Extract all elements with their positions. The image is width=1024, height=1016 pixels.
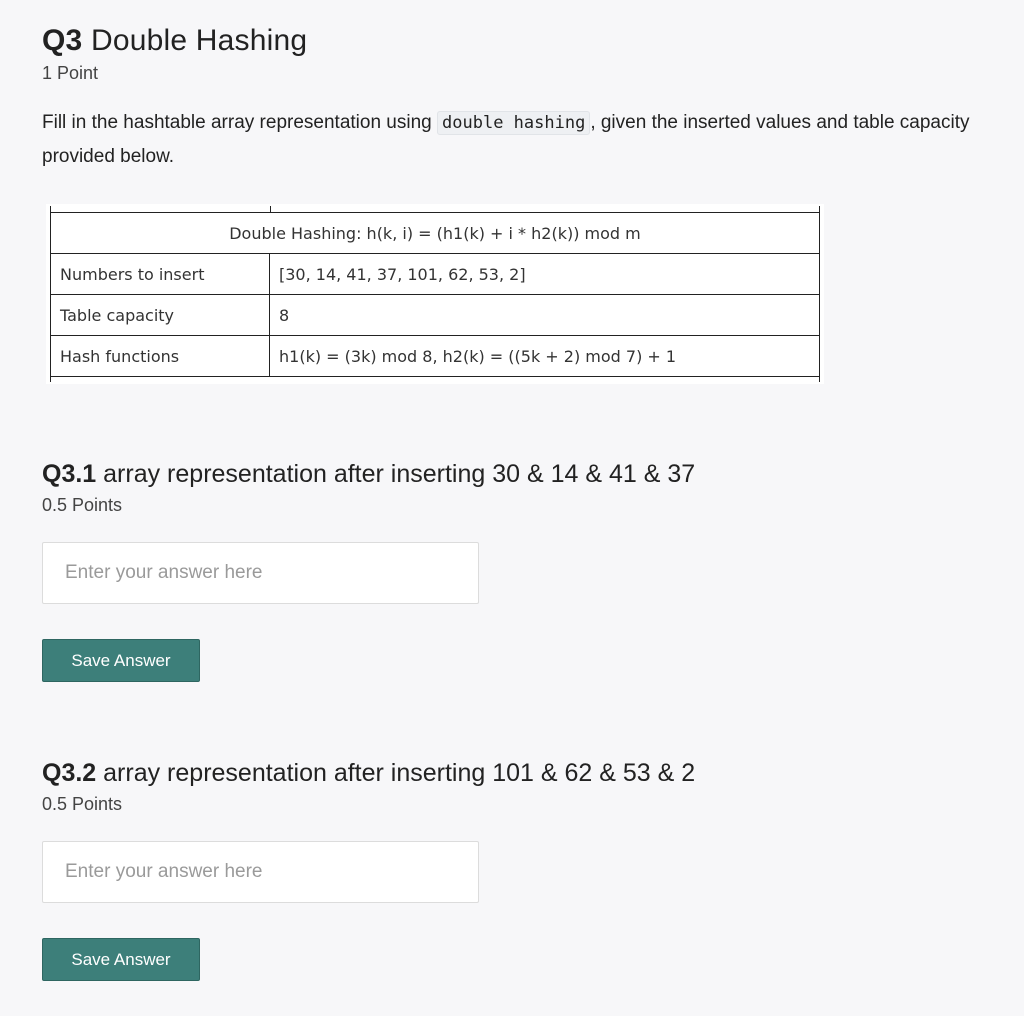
question-prompt <box>42 106 992 173</box>
table-header-row <box>51 213 820 254</box>
part-1-title <box>42 460 695 489</box>
part-2-points: 0.5 Points <box>42 794 123 814</box>
row-label-capacity: Table capacity <box>51 295 270 336</box>
part-2-title <box>42 759 695 788</box>
part-1-points: 0.5 Points <box>42 495 123 515</box>
table-header: Double Hashing: h(k, i) = (h1(k) + i * h2(k)) mod m <box>51 213 820 254</box>
row-value-numbers: [30, 14, 41, 37, 101, 62, 53, 2] <box>270 254 820 295</box>
question-points: 1 Point <box>42 63 99 83</box>
row-value-capacity: 8 <box>270 295 820 336</box>
question-title-text: Double Hashing <box>90 24 308 57</box>
row-label-numbers: Numbers to insert <box>51 254 270 295</box>
part-1-answer-input[interactable] <box>42 542 479 604</box>
prompt-text-after: , given the inserted values and table capacity provided below. <box>42 112 970 167</box>
table-row <box>51 295 820 336</box>
question-title <box>42 24 307 58</box>
prompt-code: double hashing <box>437 111 590 135</box>
table-row <box>51 336 820 377</box>
hash-table-image <box>46 204 824 384</box>
part-1-save-button[interactable]: Save Answer <box>42 639 200 682</box>
row-value-hash-functions: h1(k) = (3k) mod 8, h2(k) = ((5k + 2) mod 7) + 1 <box>270 336 820 377</box>
question-number: Q3 <box>42 24 83 57</box>
part-1-number: Q3.1 <box>42 460 97 488</box>
part-2-number: Q3.2 <box>42 759 97 787</box>
part-2-save-button[interactable]: Save Answer <box>42 938 200 981</box>
hash-table <box>50 212 820 377</box>
part-2-answer-input[interactable] <box>42 841 479 903</box>
prompt-text-before: Fill in the hashtable array representation using <box>42 112 438 133</box>
row-label-hash-functions: Hash functions <box>51 336 270 377</box>
part-1-title-text: array representation after inserting 30 & 14 & 41 & 37 <box>103 460 696 488</box>
part-2-title-text: array representation after inserting 101 & 62 & 53 & 2 <box>103 759 696 787</box>
table-row <box>51 254 820 295</box>
